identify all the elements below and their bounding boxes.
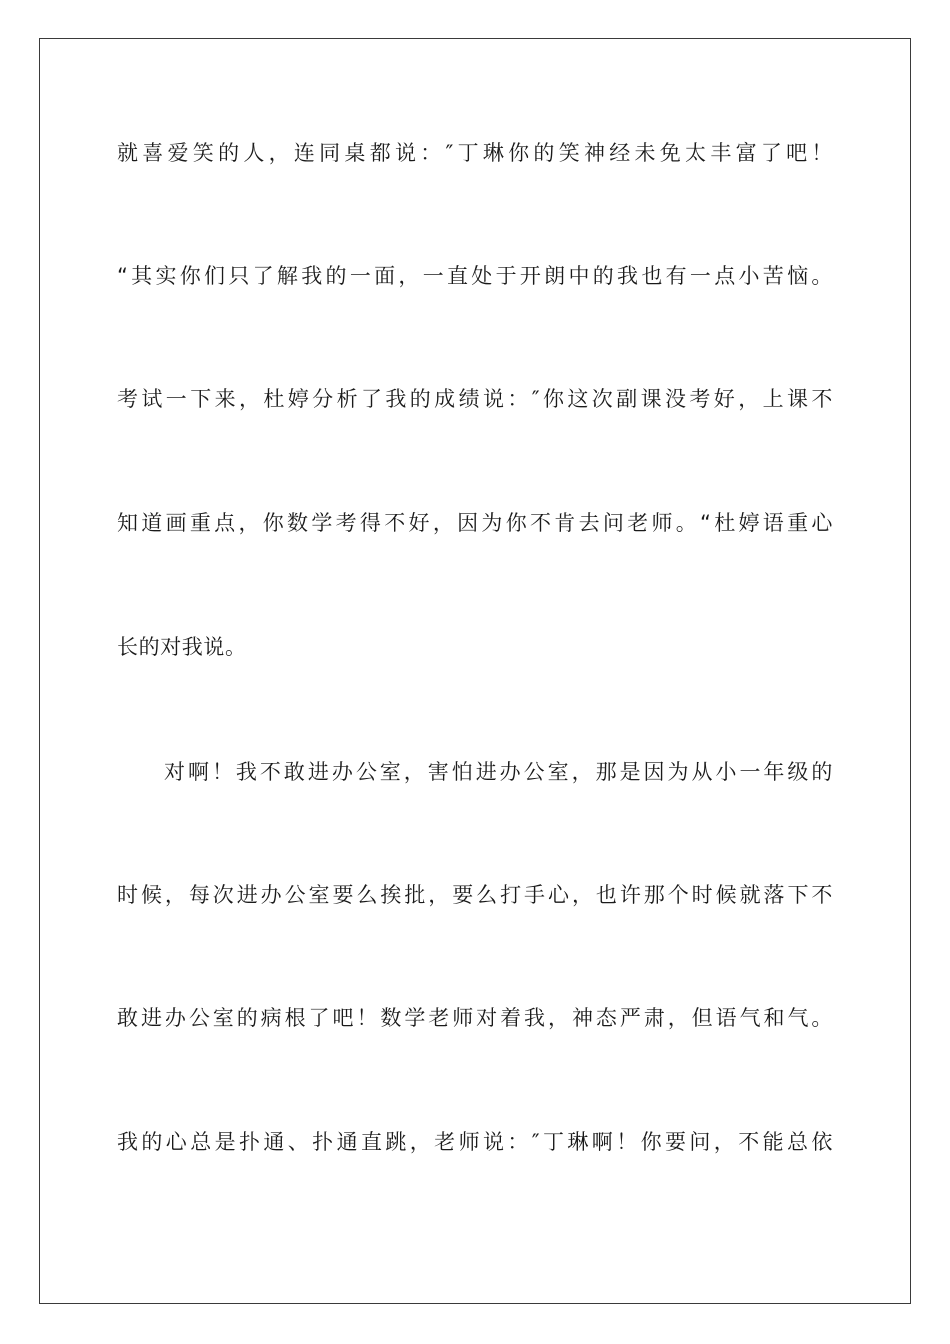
text-line-9: 我的心总是扑通、扑通直跳，老师说：″丁琳啊！你要问，不能总依 bbox=[117, 1130, 833, 1154]
text-line-4: 知道画重点，你数学考得不好，因为你不肯去问老师。“杜婷语重心 bbox=[117, 511, 833, 535]
page-border bbox=[39, 38, 911, 1304]
text-line-1: 就喜爱笑的人，连同桌都说：″丁琳你的笑神经未免太丰富了吧！ bbox=[117, 141, 833, 165]
text-line-6: 对啊！我不敢进办公室，害怕进办公室，那是因为从小一年级的 bbox=[164, 760, 833, 784]
text-line-7: 时候，每次进办公室要么挨批，要么打手心，也许那个时候就落下不 bbox=[117, 883, 833, 907]
text-line-3: 考试一下来，杜婷分析了我的成绩说：″你这次副课没考好，上课不 bbox=[117, 387, 833, 411]
text-line-5: 长的对我说。 bbox=[117, 635, 247, 659]
text-line-2: “其实你们只了解我的一面，一直处于开朗中的我也有一点小苦恼。 bbox=[117, 264, 833, 288]
text-line-8: 敢进办公室的病根了吧！数学老师对着我，神态严肃，但语气和气。 bbox=[117, 1006, 833, 1030]
